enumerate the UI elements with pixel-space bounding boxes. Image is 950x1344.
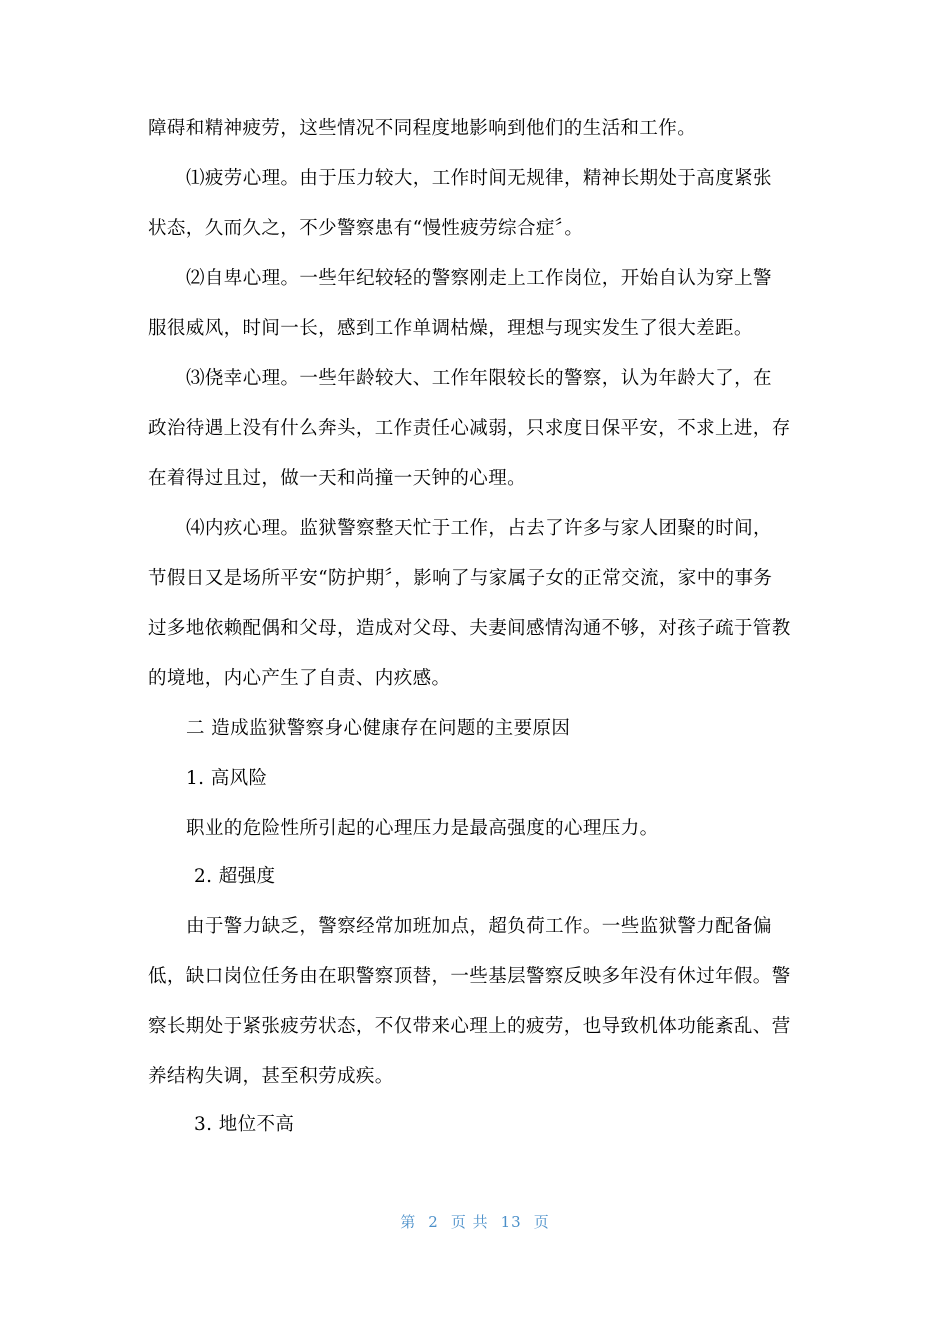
section-heading: 二 造成监狱警察身心健康存在问题的主要原因 xyxy=(186,718,571,739)
paragraph-line: 由于警力缺乏，警察经常加班加点，超负荷工作。一些监狱警力配备偏 xyxy=(186,916,772,937)
paragraph-line: ⑶侥幸心理。一些年龄较大、工作年限较长的警察，认为年龄大了，在 xyxy=(186,368,772,389)
paragraph-line: 状态，久而久之，不少警察患有“慢性疲劳综合症〞。 xyxy=(148,218,584,239)
paragraph-line: 在着得过且过，做一天和尚撞一天钟的心理。 xyxy=(148,468,527,489)
page-number: 2 xyxy=(428,1213,439,1231)
paragraph-line: 职业的危险性所引起的心理压力是最高强度的心理压力。 xyxy=(186,818,659,839)
paragraph-line: 政治待遇上没有什么奔头，工作责任心减弱，只求度日保平安，不求上进，存 xyxy=(148,418,791,439)
subsection-heading: 1. 高风险 xyxy=(186,768,268,789)
paragraph-line: 过多地依赖配偶和父母，造成对父母、夫妻间感情沟通不够，对孩子疏于管教 xyxy=(148,618,791,639)
paragraph-line: ⑷内疚心理。监狱警察整天忙于工作，占去了许多与家人团聚的时间， xyxy=(186,518,772,539)
paragraph-line: 低，缺口岗位任务由在职警察顶替，一些基层警察反映多年没有休过年假。警 xyxy=(148,966,791,987)
paragraph-line: 察长期处于紧张疲劳状态，不仅带来心理上的疲劳，也导致机体功能紊乱、营 xyxy=(148,1016,791,1037)
paragraph-line: ⑵自卑心理。一些年纪较轻的警察刚走上工作岗位，开始自认为穿上警 xyxy=(186,268,772,289)
paragraph-line: 养结构失调，甚至积劳成疾。 xyxy=(148,1066,394,1087)
paragraph-line: 节假日又是场所平安“防护期〞，影响了与家属子女的正常交流，家中的事务 xyxy=(148,568,773,589)
page-total: 13 xyxy=(500,1213,522,1231)
page-footer xyxy=(0,1211,950,1232)
footer-prefix: 第 xyxy=(400,1213,417,1231)
paragraph-line: 的境地，内心产生了自责、内疚感。 xyxy=(148,668,451,689)
paragraph-line: 障碍和精神疲劳，这些情况不同程度地影响到他们的生活和工作。 xyxy=(148,118,697,139)
paragraph-line: 服很威风，时间一长，感到工作单调枯燥，理想与现实发生了很大差距。 xyxy=(148,318,753,339)
footer-middle: 页 共 xyxy=(450,1213,489,1231)
paragraph-line: ⑴疲劳心理。由于压力较大，工作时间无规律，精神长期处于高度紧张 xyxy=(186,168,772,189)
footer-suffix: 页 xyxy=(533,1213,550,1231)
subsection-heading: 3. 地位不高 xyxy=(194,1114,295,1135)
subsection-heading: 2. 超强度 xyxy=(194,866,276,887)
